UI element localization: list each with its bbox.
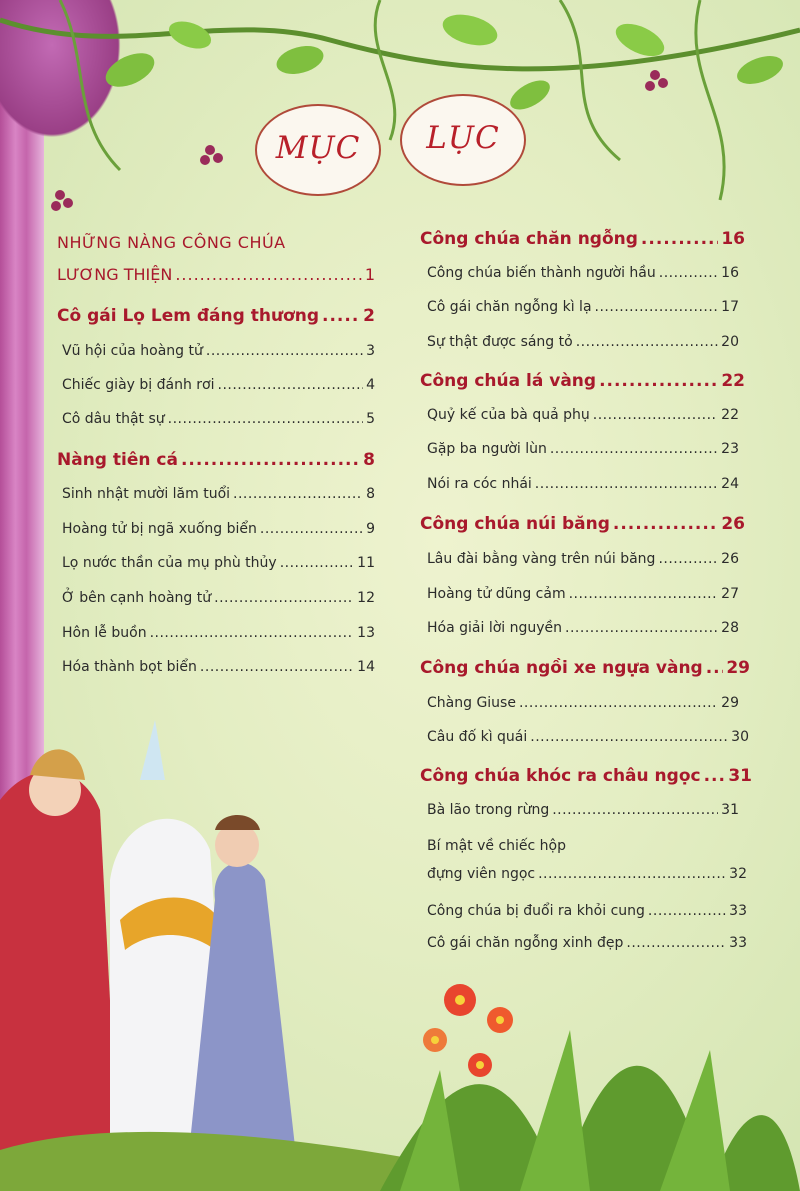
toc-item-row (427, 586, 739, 602)
page-number: 4 (366, 377, 375, 393)
toc-item-row (62, 486, 375, 502)
page-number: 1 (364, 265, 375, 284)
page-number: 26 (721, 514, 745, 534)
toc-item-row (427, 802, 739, 818)
item-title: Lọ nước thần của mụ phù thủy (62, 555, 277, 571)
toc-item-row (62, 590, 375, 606)
toc-item-row (427, 441, 739, 457)
vines-illustration (0, 0, 800, 230)
page-number: 31 (728, 766, 752, 786)
toc-item-row (427, 407, 739, 423)
leader-dots (530, 729, 728, 745)
item-title: Nói ra cóc nhái (427, 476, 532, 492)
item-title: Lâu đài bằng vàng trên núi băng (427, 551, 656, 567)
toc-item-row (62, 555, 375, 571)
chapter-title: Cô gái Lọ Lem đáng thương (57, 306, 319, 326)
chapter-row (420, 229, 745, 249)
leader-dots (659, 265, 718, 281)
leader-dots (552, 802, 718, 818)
title-left: MỤC (275, 130, 361, 166)
leader-dots (206, 343, 363, 359)
leader-dots (181, 450, 360, 470)
item-title: Hoàng tử bị ngã xuống biển (62, 521, 257, 537)
toc-item-row (62, 521, 375, 537)
leader-dots (535, 476, 718, 492)
item-title: Công chúa bị đuổi ra khỏi cung (427, 903, 645, 919)
toc-item-row (427, 620, 739, 636)
page-number: 20 (721, 334, 739, 350)
item-title: Sự thật được sáng tỏ (427, 334, 573, 350)
leader-dots (576, 334, 718, 350)
page-number: 32 (729, 866, 747, 882)
page-number: 28 (721, 620, 739, 636)
page-number: 30 (731, 729, 749, 745)
leader-dots (595, 299, 719, 315)
page-number: 22 (721, 407, 739, 423)
section-title-line1: NHỮNG NÀNG CÔNG CHÚA (57, 233, 286, 252)
page-number: 16 (721, 265, 739, 281)
chapter-row (420, 658, 750, 678)
item-title-line2: đựng viên ngọc (427, 866, 536, 882)
leader-dots (641, 229, 718, 249)
item-title: Hóa thành bọt biển (62, 659, 197, 675)
chapter-title: Công chúa ngồi xe ngựa vàng (420, 658, 703, 678)
item-title: Vũ hội của hoàng tử (62, 343, 203, 359)
item-title: Cô gái chăn ngỗng xinh đẹp (427, 935, 624, 951)
toc-item-row (62, 659, 375, 675)
toc-item-row (427, 551, 739, 567)
item-title: Cô dâu thật sự (62, 411, 165, 427)
item-title: Hóa giải lời nguyền (427, 620, 563, 636)
toc-item-row (427, 729, 749, 745)
leader-dots (200, 659, 354, 675)
item-title: Câu đố kì quái (427, 729, 528, 745)
leader-dots (599, 371, 718, 391)
page-number: 2 (363, 306, 375, 326)
page-number: 24 (721, 476, 739, 492)
chapter-row (420, 766, 752, 786)
page-number: 14 (357, 659, 375, 675)
page-number: 31 (721, 802, 739, 818)
leader-dots (322, 306, 360, 326)
chapter-row (420, 514, 745, 534)
item-title-line1: Bí mật về chiếc hộp (427, 838, 566, 854)
toc-item-row (427, 695, 739, 711)
item-title: Sinh nhật mười lăm tuổi (62, 486, 231, 502)
leader-dots (233, 486, 363, 502)
toc-item-row (427, 334, 739, 350)
page-number: 22 (721, 371, 745, 391)
item-title: Cô gái chăn ngỗng kì lạ (427, 299, 592, 315)
section-title-line2-row (57, 265, 375, 284)
toc-item-row (427, 935, 747, 951)
item-title: Bà lão trong rừng (427, 802, 550, 818)
page-number: 29 (721, 695, 739, 711)
page-number: 12 (357, 590, 375, 606)
leader-dots (658, 551, 718, 567)
toc-item-row (427, 299, 739, 315)
chapter-row (57, 450, 375, 470)
leader-dots (175, 265, 362, 284)
page-number: 3 (366, 343, 375, 359)
leader-dots (593, 407, 718, 423)
chapter-row (57, 306, 375, 326)
toc-item-row (427, 265, 739, 281)
toc-item-row (62, 377, 375, 393)
leader-dots (538, 866, 726, 882)
leader-dots (706, 658, 724, 678)
toc-item-row (427, 866, 747, 882)
item-title: Hoàng tử dũng cảm (427, 586, 566, 602)
page-number: 26 (721, 551, 739, 567)
leader-dots (280, 555, 354, 571)
toc-item-row (62, 343, 375, 359)
leader-dots (168, 411, 363, 427)
title-medallion-left (255, 104, 381, 196)
leader-dots (150, 625, 355, 641)
page-number: 8 (363, 450, 375, 470)
item-title: Ở bên cạnh hoàng tử (62, 590, 212, 606)
page-number: 9 (366, 521, 375, 537)
chapter-row (420, 371, 745, 391)
leader-dots (218, 377, 364, 393)
chapter-title: Nàng tiên cá (57, 450, 178, 470)
chapter-title: Công chúa khóc ra châu ngọc (420, 766, 701, 786)
leader-dots (214, 590, 354, 606)
title-medallion-right (400, 94, 526, 186)
page-number: 17 (721, 299, 739, 315)
chapter-title: Công chúa chăn ngỗng (420, 229, 638, 249)
flowers-grass-illustration (380, 960, 800, 1191)
title-right: LỤC (426, 120, 500, 156)
item-title: Quỷ kế của bà quả phụ (427, 407, 590, 423)
page-number: 33 (729, 903, 747, 919)
page-number: 27 (721, 586, 739, 602)
leader-dots (569, 586, 719, 602)
leader-dots (648, 903, 726, 919)
chapter-title: Công chúa núi băng (420, 514, 610, 534)
toc-item-row (427, 903, 747, 919)
leader-dots (704, 766, 726, 786)
toc-item-row (62, 625, 375, 641)
chapter-title: Công chúa lá vàng (420, 371, 597, 391)
page-number: 11 (357, 555, 375, 571)
page-number: 13 (357, 625, 375, 641)
page-number: 16 (721, 229, 745, 249)
princess-horse-illustration (0, 720, 420, 1191)
item-title: Chàng Giuse (427, 695, 516, 711)
item-title: Chiếc giày bị đánh rơi (62, 377, 215, 393)
item-title: Công chúa biến thành người hầu (427, 265, 656, 281)
leader-dots (519, 695, 718, 711)
leader-dots (626, 935, 726, 951)
page-number: 23 (721, 441, 739, 457)
page-number: 5 (366, 411, 375, 427)
item-title: Gặp ba người lùn (427, 441, 547, 457)
leader-dots (550, 441, 718, 457)
leader-dots (613, 514, 718, 534)
section-title-line2: LƯƠNG THIỆN (57, 265, 173, 284)
leader-dots (565, 620, 718, 636)
page-number: 29 (726, 658, 750, 678)
toc-item-row (62, 411, 375, 427)
page-number: 8 (366, 486, 375, 502)
item-title: Hôn lễ buồn (62, 625, 147, 641)
leader-dots (260, 521, 363, 537)
page-number: 33 (729, 935, 747, 951)
toc-item-row (427, 476, 739, 492)
